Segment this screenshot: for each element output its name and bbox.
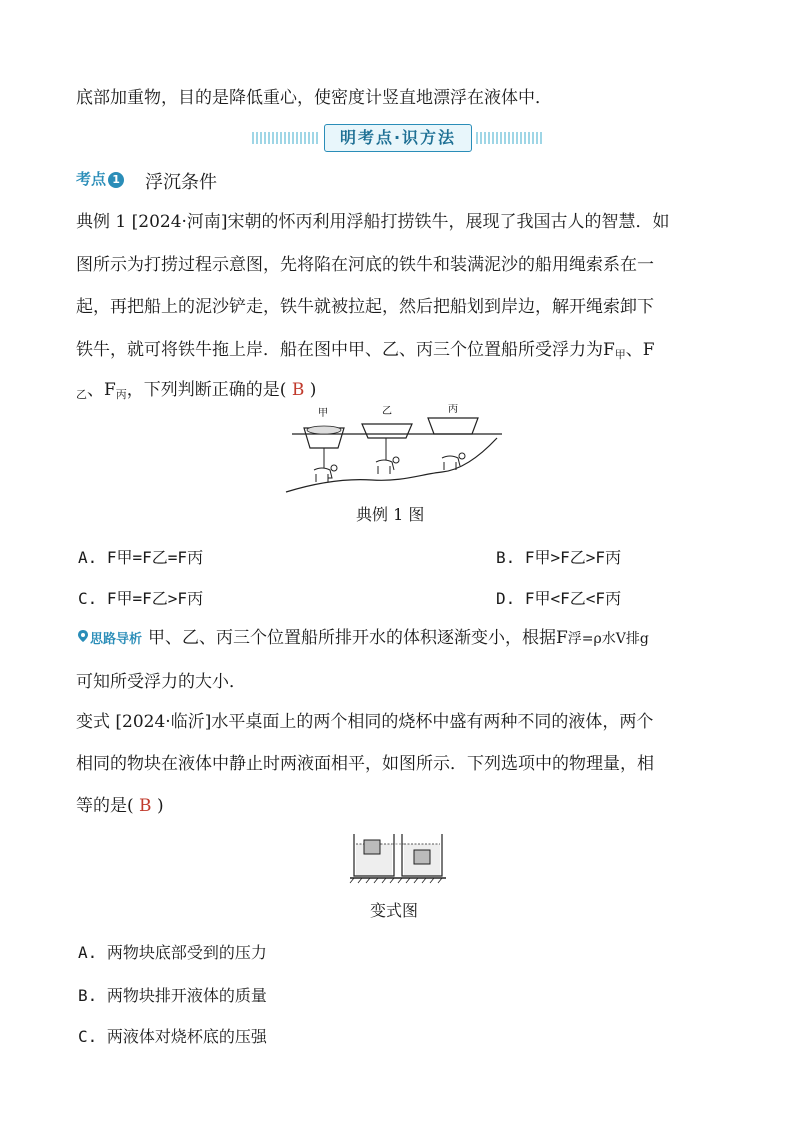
tip-line1-text: 甲、乙、丙三个位置船所排开水的体积逐渐变小，根据F <box>148 628 568 648</box>
example1-line5 <box>76 378 722 407</box>
example1-line2: 图所示为打捞过程示意图，先将陷在河底的铁牛和装满泥沙的船用绳索系在一 <box>76 255 654 275</box>
label-jia: 甲 <box>318 408 328 419</box>
example1-line5-tail: ，下列判断正确的是( <box>126 380 287 400</box>
variant-line3 <box>76 794 722 818</box>
variant-close: ) <box>156 796 164 816</box>
kaodian-title: 浮沉条件 <box>145 172 217 193</box>
example1-line5-mid: 、F <box>87 380 116 400</box>
label-yi: 乙 <box>382 406 392 417</box>
kaodian-tag-text: 考点 <box>76 170 107 188</box>
label-bing: 丙 <box>448 404 458 415</box>
kaodian-tag <box>76 168 124 189</box>
example1-line5-sub1: 乙 <box>76 388 87 401</box>
iron-ox-3 <box>442 453 465 470</box>
variant-answer: B <box>139 796 152 816</box>
banner-label: 明考点·识方法 <box>324 124 472 152</box>
beaker-right <box>402 834 442 876</box>
banner-stripe-right <box>476 132 542 144</box>
variant-figure <box>348 828 448 884</box>
tip-label: 思路导析 <box>90 632 143 647</box>
example1-line4-text: 铁牛，就可将铁牛拖上岸．船在图中甲、乙、丙三个位置船所受浮力为F <box>76 340 615 360</box>
example1-close: ) <box>309 380 317 400</box>
variant-line3-text: 等的是( <box>76 796 134 816</box>
tip-formula: 浮=ρ水V排g <box>567 631 649 647</box>
example1-line1: 典例 1 [2024·河南]宋朝的怀丙利用浮船打捞铁牛，展现了我国古人的智慧．如 <box>76 212 670 232</box>
example1-option-b: B. F甲>F乙>F丙 <box>496 548 622 567</box>
banner-stripe-left <box>252 132 318 144</box>
tip-line2: 可知所受浮力的大小． <box>76 672 246 692</box>
iron-ox-1 <box>314 465 337 482</box>
example1-answer: B <box>291 380 305 400</box>
section-banner <box>252 124 542 152</box>
intro-line: 底部加重物，目的是降低重心，使密度计竖直地漂浮在液体中． <box>76 88 552 108</box>
variant-option-a: A. 两物块底部受到的压力 <box>78 943 267 962</box>
example1-line4-tail: 、F <box>625 340 655 360</box>
boat-bing <box>428 418 478 434</box>
variant-caption: 变式图 <box>370 901 419 920</box>
example1-option-a: A. F甲=F乙=F丙 <box>78 548 204 567</box>
example1-option-d: D. F甲<F乙<F丙 <box>496 589 622 608</box>
variant-option-b: B. 两物块排开液体的质量 <box>78 986 267 1005</box>
example1-line4 <box>76 338 722 367</box>
example1-line4-sub: 甲 <box>614 348 626 361</box>
beaker-left <box>354 834 394 876</box>
variant-line2: 相同的物块在液体中静止时两液面相平，如图所示．下列选项中的物理量，相 <box>76 754 654 774</box>
tip-line1 <box>148 626 728 651</box>
variant-line1: 变式 [2024·临沂]水平桌面上的两个相同的烧杯中盛有两种不同的液体，两个 <box>76 712 654 732</box>
example1-line5-sub2: 丙 <box>115 388 127 401</box>
kaodian-number: 1 <box>108 172 124 188</box>
location-pin-icon <box>78 630 88 642</box>
boat-yi <box>362 424 412 438</box>
iron-ox-2 <box>376 457 399 474</box>
example1-figure <box>282 404 512 496</box>
example1-line3: 起，再把船上的泥沙铲走，铁牛就被拉起，然后把船划到岸边，解开绳索卸下 <box>76 297 654 317</box>
variant-option-c: C. 两液体对烧杯底的压强 <box>78 1027 267 1046</box>
example1-caption: 典例 1 图 <box>356 505 425 524</box>
example1-option-c: C. F甲=F乙>F丙 <box>78 589 204 608</box>
